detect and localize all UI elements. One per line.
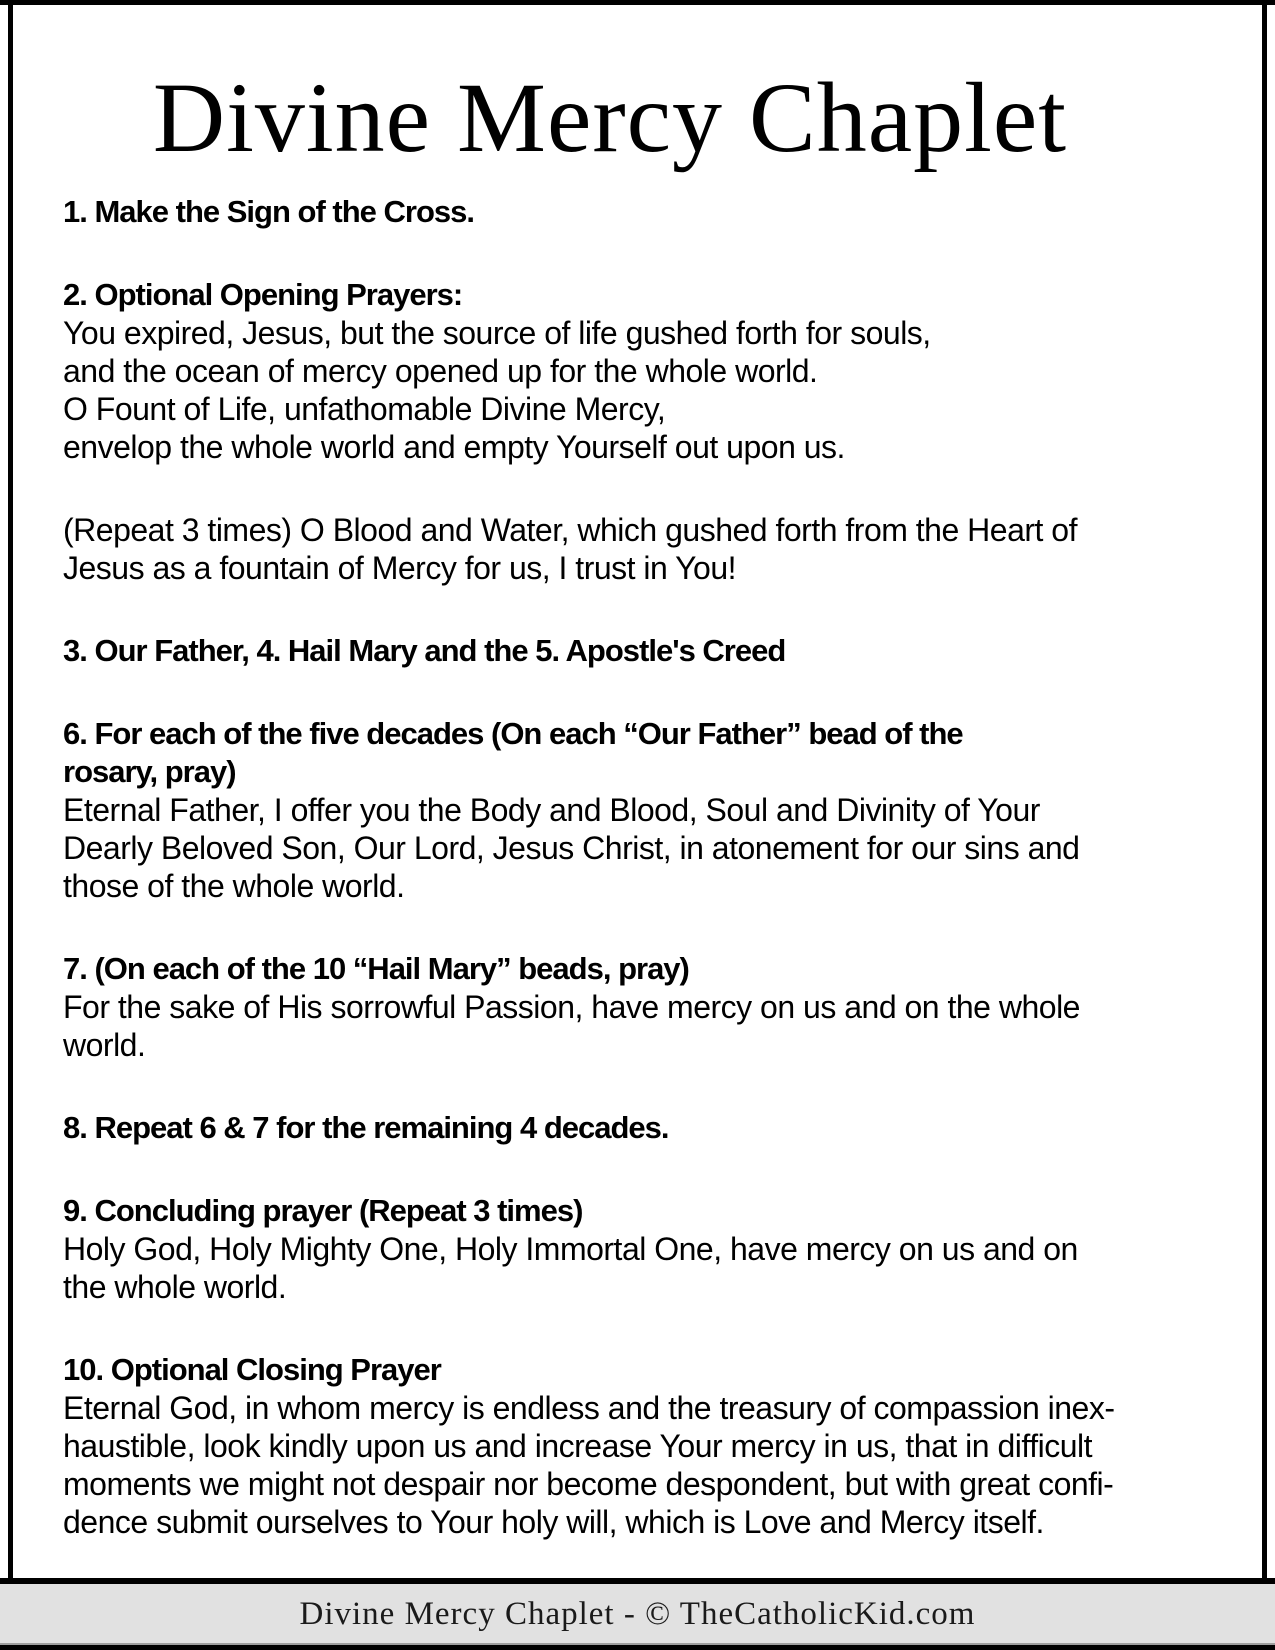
section-heading: 6. For each of the five decades (On each “Our Father” bead of the: [63, 716, 963, 751]
section-five-decades: [63, 715, 1242, 905]
body-line: haustible, look kindly upon us and increase Your mercy in us, that in difficult: [63, 1428, 1092, 1464]
section-sign-of-cross: [63, 193, 1242, 231]
body-line: Eternal God, in whom mercy is endless and the treasury of compassion inex-: [63, 1390, 1115, 1426]
section-heading: 8. Repeat 6 & 7 for the remaining 4 decades.: [63, 1110, 669, 1145]
section-repeat-3-times: [63, 511, 1242, 587]
body-line: dence submit ourselves to Your holy will, which is Love and Mercy itself.: [63, 1504, 1044, 1540]
section-concluding-prayer: [63, 1192, 1242, 1306]
section-heading: 9. Concluding prayer (Repeat 3 times): [63, 1193, 583, 1228]
page-title: Divine Mercy Chaplet: [152, 62, 1068, 173]
section-heading: 2. Optional Opening Prayers:: [63, 277, 463, 312]
section-heading: 1. Make the Sign of the Cross.: [63, 194, 474, 229]
body-line: envelop the whole world and empty Yourself out upon us.: [63, 429, 845, 465]
body-line: Holy God, Holy Mighty One, Holy Immortal One, have mercy on us and on: [63, 1231, 1078, 1267]
section-closing-prayer: [63, 1351, 1242, 1541]
footer-band: [0, 1578, 1275, 1650]
prayer-steps: [13, 193, 1262, 1541]
body-line: moments we might not despair nor become despondent, but with great confi-: [63, 1466, 1114, 1502]
body-line: Dearly Beloved Son, Our Lord, Jesus Christ, in atonement for our sins and: [63, 830, 1080, 866]
body-line: those of the whole world.: [63, 868, 405, 904]
body-line: For the sake of His sorrowful Passion, have mercy on us and on the whole: [63, 989, 1080, 1025]
section-heading: 7. (On each of the 10 “Hail Mary” beads, pray): [63, 951, 689, 986]
body-line: world.: [63, 1027, 146, 1063]
section-heading: rosary, pray): [63, 754, 236, 789]
section-opening-prayers: [63, 276, 1242, 466]
body-line: (Repeat 3 times) O Blood and Water, which gushed forth from the Heart of: [63, 512, 1077, 548]
footer-text: Divine Mercy Chaplet - © TheCatholicKid.com: [299, 1596, 976, 1632]
body-line: Eternal Father, I offer you the Body and Blood, Soul and Divinity of Your: [63, 792, 1040, 828]
body-line: and the ocean of mercy opened up for the whole world.: [63, 353, 818, 389]
section-our-father-hail-mary-creed: [63, 632, 1242, 670]
section-heading: 3. Our Father, 4. Hail Mary and the 5. Apostle's Creed: [63, 633, 786, 668]
body-line: Jesus as a fountain of Mercy for us, I trust in You!: [63, 550, 737, 586]
section-hail-mary-beads: [63, 950, 1242, 1064]
section-heading: 10. Optional Closing Prayer: [63, 1352, 441, 1387]
section-repeat-decades: [63, 1109, 1242, 1147]
content-frame: [8, 0, 1267, 1578]
body-line: O Fount of Life, unfathomable Divine Mercy,: [63, 391, 666, 427]
body-line: the whole world.: [63, 1269, 287, 1305]
body-line: You expired, Jesus, but the source of life gushed forth for souls,: [63, 315, 931, 351]
